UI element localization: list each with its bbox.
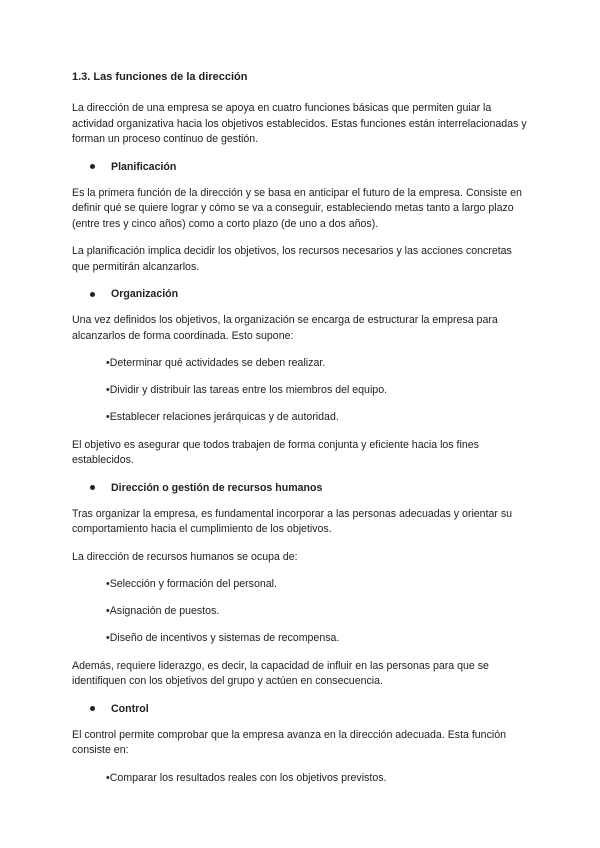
planificacion-heading <box>90 160 530 174</box>
control-heading-text: Control <box>111 702 149 715</box>
organizacion-heading <box>90 287 530 301</box>
bullet-dot-icon <box>90 485 95 490</box>
rrhh-heading-text: Dirección o gestión de recursos humanos <box>111 481 323 494</box>
list-item: •Asignación de puestos. <box>106 605 220 617</box>
list-item: •Establecer relaciones jerárquicas y de autoridad. <box>106 411 339 423</box>
bullet-dot-icon <box>90 706 95 711</box>
rrhh-list <box>106 577 530 647</box>
control-heading <box>90 702 530 716</box>
organizacion-paragraph-1: Una vez definidos los objetivos, la organización se encarga de estructurar la empresa para alcanzarlos de forma coordinada. Esto supone: <box>72 314 498 342</box>
rrhh-paragraph-3: Además, requiere liderazgo, es decir, la capacidad de influir en las personas para que se identifiquen con los objetivos del grupo y actúen en consecuencia. <box>72 659 489 687</box>
planificacion-paragraph-1: Es la primera función de la dirección y se basa en anticipar el futuro de la empresa. Consiste en definir qué se quiere lograr y cómo se va a conseguir, estableciendo metas tanto a largo plazo (entre tres y cinco años) como a corto plazo (de uno a dos años). <box>72 186 522 230</box>
planificacion-paragraph-2: La planificación implica decidir los objetivos, los recursos necesarios y las acciones concretas que permitirán alcanzarlos. <box>72 245 512 273</box>
bullet-dot-icon <box>90 164 95 169</box>
organizacion-list <box>106 356 530 426</box>
list-item: •Dividir y distribuir las tareas entre los miembros del equipo. <box>106 384 388 396</box>
control-paragraph-1: El control permite comprobar que la empresa avanza en la dirección adecuada. Esta función consiste en: <box>72 728 507 756</box>
intro-paragraph: La dirección de una empresa se apoya en cuatro funciones básicas que permiten guiar la actividad organizativa hacia los objetivos establecidos. Estas funciones están interrelacionadas y forman un proceso continuo de gestión. <box>72 102 527 145</box>
organizacion-heading-text: Organización <box>111 288 179 300</box>
planificacion-heading-text: Planificación <box>111 160 177 173</box>
bullet-dot-icon <box>90 292 95 297</box>
list-item: •Diseño de incentivos y sistemas de recompensa. <box>106 632 340 644</box>
organizacion-paragraph-2: El objetivo es asegurar que todos trabajen de forma conjunta y eficiente hacia los fines establecidos. <box>72 438 479 466</box>
control-list <box>106 771 530 787</box>
rrhh-paragraph-1: Tras organizar la empresa, es fundamental incorporar a las personas adecuadas y orientar su comportamiento hacia el cumplimiento de los objetivos. <box>72 507 513 535</box>
rrhh-paragraph-2: La dirección de recursos humanos se ocupa de: <box>72 550 298 563</box>
list-item: •Comparar los resultados reales con los objetivos previstos. <box>106 771 387 784</box>
list-item: •Selección y formación del personal. <box>106 578 277 590</box>
section-title: 1.3. Las funciones de la dirección <box>72 71 248 83</box>
rrhh-heading <box>90 481 530 495</box>
list-item: •Determinar qué actividades se deben realizar. <box>106 357 326 369</box>
